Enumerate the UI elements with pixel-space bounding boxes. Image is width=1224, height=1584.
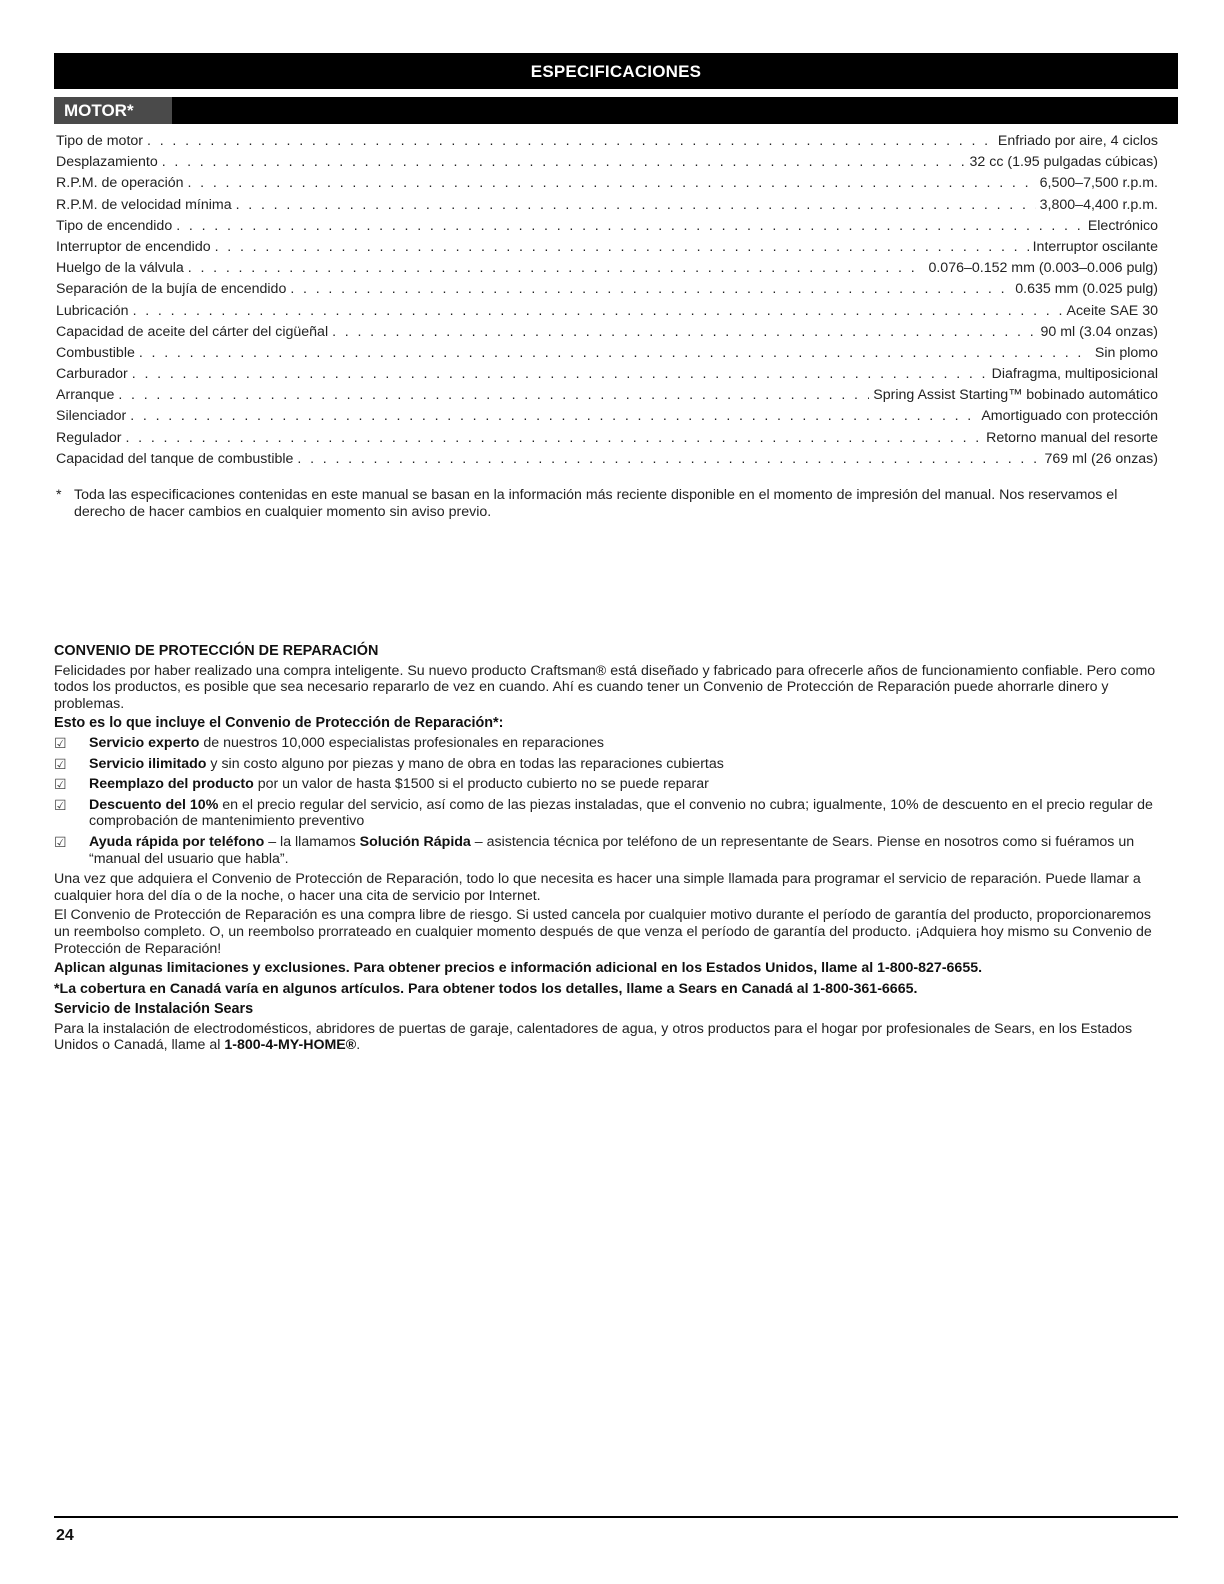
spec-value: 769 ml (26 onzas) [1044,450,1158,467]
repair-protection-intro: Felicidades por haber realizado una compra inteligente. Su nuevo producto Craftsman® está diseñado y fabricado para ofrecerle años de funcionamiento confiable. Pero como todos los productos, es posible que sea necesario repararlo de vez en cuando. Ahí es cuando tener un Convenio de Protección de Reparación puede ahorrarle dinero y problemas. [54,662,1156,712]
checkbox-icon: ☑ [54,796,67,813]
spec-row [56,260,1158,281]
call-paragraph: Una vez que adquiera el Convenio de Protección de Reparación, todo lo que necesita es hacer una simple llamada para programar el servicio de reparación. Puede llamar a cualquier hora del día o de la noche, o hacer una cita de servicio por Internet. [54,871,1141,904]
spec-row [56,366,1158,387]
spec-row [56,197,1158,218]
spec-row [56,430,1158,451]
spec-label: Silenciador [56,408,127,425]
spec-value: 0.635 mm (0.025 pulg) [1015,281,1158,298]
spec-row [56,345,1158,366]
spec-row [56,324,1158,345]
checkbox-icon: ☑ [54,776,67,793]
spec-value: Retorno manual del resorte [986,429,1158,446]
spec-value: 90 ml (3.04 onzas) [1040,323,1158,340]
spec-label: Tipo de motor [56,133,144,149]
spec-label: Arranque [56,387,115,404]
benefit-title: Descuento del 10% [89,796,219,813]
spec-table [56,133,1158,472]
section-title-motor: MOTOR* [54,97,172,124]
spec-value: 32 cc (1.95 pulgadas cúbicas) [969,154,1158,171]
checkbox-icon: ☑ [54,734,67,751]
spec-label: Desplazamiento [56,154,158,171]
repair-protection-heading: CONVENIO DE PROTECCIÓN DE REPARACIÓN [54,643,379,659]
dot-leader [188,260,925,276]
benefit-item [54,776,1166,793]
install-phone: 1-800-4-MY-HOME® [224,1037,357,1054]
spec-label: Regulador [56,429,122,446]
dot-leader [125,430,982,446]
benefit-title: Servicio ilimitado [89,755,207,772]
benefit-description: de nuestros 10,000 especialistas profesionales en reparaciones [199,734,605,751]
benefit-text [89,735,1166,752]
benefit-text [89,756,1166,773]
install-text: Para la instalación de electrodomésticos, abridores de puertas de garaje, calentadores de agua, y otros productos para el hogar por profesionales de Sears, en los Estados Unidos o Canadá, llame al [54,1020,1133,1054]
benefit-item [54,735,1166,752]
dot-leader [290,281,1011,297]
benefit-item [54,797,1166,830]
install-heading: Servicio de Instalación Sears [54,1001,254,1018]
spec-row [56,281,1158,302]
includes-heading: Esto es lo que incluye el Convenio de Protección de Reparación*: [54,715,504,732]
spec-value: Sin plomo [1094,344,1158,361]
spec-value: Electrónico [1087,217,1158,234]
dot-leader [176,218,1084,234]
spec-label: Carburador [56,366,128,383]
benefit-description-secondary: – asistencia técnica por teléfono de un representante de Sears. Piense en nosotros como si fuéramos un “manual del usuario que habla”. [89,833,1135,867]
spec-label: Interruptor de encendido [56,238,211,255]
spec-row [56,408,1158,429]
spec-row [56,387,1158,408]
spec-label: Huelgo de la válvula [56,260,184,277]
page-number: 24 [56,1527,74,1544]
spec-value: Interruptor oscilante [1032,238,1158,255]
dot-leader [130,408,977,424]
spec-row [56,218,1158,239]
spec-row [56,451,1158,472]
checkbox-icon: ☑ [54,755,67,772]
footnote-text: Toda las especificaciones contenidas en este manual se basan en la información más reciente disponible en el momento de impresión del manual. Nos reservamos el derecho de hacer cambios en cualquier momento sin aviso previo. [74,487,1118,520]
spec-label: Capacidad de aceite del cárter del cigüeñal [56,323,329,340]
dot-leader [215,239,1029,255]
footer-rule [54,1516,1178,1518]
canada-notice: *La cobertura en Canadá varía en algunos artículos. Para obtener todos los detalles, llame a Sears en Canadá al 1-800-361-6665. [54,980,918,997]
benefit-text [89,834,1166,867]
spec-value: Amortiguado con protección [981,408,1158,425]
spec-label: Tipo de encendido [56,217,173,234]
spec-row [56,133,1158,154]
dot-leader [236,197,1036,213]
dot-leader [332,324,1036,340]
benefit-description: en el precio regular del servicio, así como de las piezas instaladas, que el convenio no cubra; igualmente, 10% de descuento en el precio regular de comprobación de mantenimiento preventivo [89,796,1153,830]
spec-value: Spring Assist Starting™ bobinado automático [873,387,1158,404]
benefit-description: por un valor de hasta $1500 si el producto cubierto no se puede reparar [253,776,709,793]
section-header-bar [54,97,1178,124]
spec-value: Enfriado por aire, 4 ciclos [997,133,1158,149]
spec-value: 3,800–4,400 r.p.m. [1039,196,1158,213]
dot-leader [162,154,966,170]
limits-notice: Aplican algunas limitaciones y exclusiones. Para obtener precios e información adicional en los Estados Unidos, llame al 1-800-827-6655. [54,960,983,977]
spec-value: Aceite SAE 30 [1066,302,1158,319]
spec-footnote [56,487,1158,521]
install-end: . [356,1037,361,1054]
dot-leader [188,175,1036,191]
spec-row [56,175,1158,196]
spec-label: R.P.M. de operación [56,175,184,192]
dot-leader [297,451,1040,467]
benefit-text [89,776,1166,793]
dot-leader [133,303,1063,319]
benefit-text [89,797,1166,830]
spec-label: Separación de la bujía de encendido [56,281,287,298]
dot-leader [118,387,869,403]
repair-protection-section [54,643,1166,1054]
benefit-title-secondary: Solución Rápida [359,833,471,850]
checkbox-icon: ☑ [54,833,67,850]
footnote-star: * [56,487,62,503]
spec-label: Lubricación [56,302,129,319]
dot-leader [139,345,1091,361]
page-title: ESPECIFICACIONES [54,53,1178,89]
benefit-title: Reemplazo del producto [89,776,254,793]
benefit-title: Ayuda rápida por teléfono [89,833,265,850]
dot-leader [132,366,988,382]
spec-row [56,303,1158,324]
spec-row [56,154,1158,175]
spec-value: Diafragma, multiposicional [991,366,1158,383]
spec-row [56,239,1158,260]
spec-label: Capacidad del tanque de combustible [56,450,294,467]
risk-paragraph: El Convenio de Protección de Reparación es una compra libre de riesgo. Si usted cancela por cualquier motivo durante el período de garantía del producto, proporcionaremos un reembolso completo. O, un reembolso prorrateado en cualquier momento después de que venza el período de garantía del producto. ¡Adquiera hoy mismo su Convenio de Protección de Reparación! [54,907,1152,957]
benefit-item [54,834,1166,867]
spec-label: Combustible [56,344,135,361]
install-paragraph [54,1021,1166,1054]
benefits-list [54,735,1166,867]
spec-label: R.P.M. de velocidad mínima [56,196,232,213]
spec-value: 6,500–7,500 r.p.m. [1039,175,1158,192]
spec-value: 0.076–0.152 mm (0.003–0.006 pulg) [928,260,1158,277]
dot-leader [147,133,994,149]
benefit-title: Servicio experto [89,734,200,751]
benefit-item [54,756,1166,773]
benefit-description: y sin costo alguno por piezas y mano de obra en todas las reparaciones cubiertas [206,755,724,772]
benefit-description: – la llamamos [264,833,360,850]
